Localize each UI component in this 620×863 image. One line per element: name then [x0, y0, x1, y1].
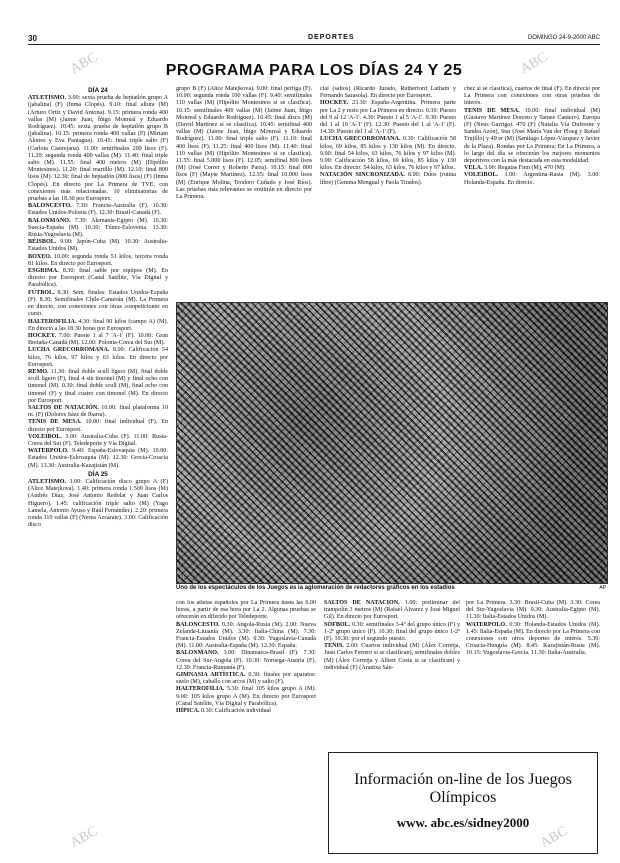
column-2	[176, 86, 312, 300]
edition-date: DOMINGO 24-9-2000 ABC	[527, 35, 600, 41]
schedule-paragraph: TENIS DE MESA. 10.00: final individual (F). En directo por Eurosport.	[28, 419, 168, 433]
sport-name: TENIS DE MESA.	[464, 107, 520, 114]
schedule-paragraph: GIMNASIA ARTÍSTICA. 0.30: finales por aparatos: suelo (M), caballo con arcos (M) y salto (F).	[176, 672, 316, 686]
schedule-paragraph: SALTOS DE NATACIÓN. 1.00: preliminar del trampolín 3 metros (M) (Rafael Álvarez y José Miguel Gil). En directo por Eurosport.	[324, 600, 460, 621]
schedule-paragraph: VELA. 3.00: Regatas Finn (M), 470 (M).	[464, 165, 566, 172]
column-4	[464, 86, 600, 300]
sport-name: SALTOS DE NATACIÓN.	[28, 404, 99, 411]
schedule-paragraph: BALONCESTO. 7.30: Francia-Australia (F). 10.30: Estados Unidos-Polonia (F). 12.30: Brasil-Canadá (F).	[28, 203, 168, 217]
sport-name: TENIS DE MESA.	[28, 419, 82, 426]
schedule-paragraph: ATLETISMO. 1.00: Calificación disco grupo A (F) (Alice Matejkova). 1.40: primera ronda 1.500 lisos (M) (Andrés Díaz, José Antonio Redolat y Juan Carlos Higuero). 1.45: calificación triple salto (M) (Yago Lamela, Antonio Ayuso y Raúl Fernández). 2.20: primera ronda 110 vallas (F) (Nerea Azcárate). 3.00: Calificación disco	[28, 478, 168, 529]
sport-name: BALONCESTO.	[176, 621, 220, 628]
column-7	[466, 600, 600, 748]
schedule-paragraph: SALTOS DE NATACIÓN. 10.00: final plataforma 10 m. (F) (Dolores Sáez de Ibarra).	[28, 404, 168, 419]
sport-name: HALTEROFILIA.	[176, 686, 225, 693]
sport-name: BOXEO.	[28, 253, 52, 260]
schedule-paragraph: HOCKEY. 7.00: Pueste 1 al 7 'A-1' (F). 10.00: Gran Bretaña-Canadá (M). 12.00: Polonia-Corea del Sur (M).	[28, 332, 168, 347]
schedule-paragraph: con los atletas españoles por La Primera hasta las 6.00 horas, a partir de esa hora por La 2. Algunas pruebas se ofrecerán en diferido por Teledeporte.	[176, 600, 316, 621]
column-6	[324, 600, 460, 748]
sport-name: BÉISBOL.	[28, 239, 57, 246]
schedule-paragraph: HALTEROFILIA. 5.30: final 105 kilos grupo A (M). 9.00: 105 kilos grupo A (M). En directo por Eurosport (Canal Satélite, Vía Digital y Parabólica).	[176, 686, 316, 707]
sport-name: WATERPOLO.	[466, 621, 507, 628]
promo-line-2: Olímpicos	[429, 789, 497, 806]
schedule-paragraph: BALONMANO. 7.30: Alemania-Egipto (M). 10.30: Suecia-España (M). 10.30: Túnez-Eslovenia. 13.30: Rusia-Yugoslavia (M).	[28, 217, 168, 239]
schedule-paragraph: ESGRIMA. 8.30: final sable por equipos (M). En directo por Eurosport (Canal Satélite, Vía Digital y Parabólica).	[28, 268, 168, 289]
sport-name: ESGRIMA.	[28, 268, 59, 275]
sport-name: TENIS.	[324, 643, 344, 650]
page-number: 30	[28, 34, 37, 43]
sport-name: VOLEIBOL.	[464, 172, 498, 179]
sport-name: HOCKEY.	[28, 332, 57, 339]
schedule-paragraph: cial (saltos) (Ricardo Jurado, Rutherford Latham y Fernando Sarasola). En directo por Eurosport.	[320, 86, 456, 100]
sport-name: ATLETISMO.	[28, 478, 66, 485]
sport-name: FÚTBOL.	[28, 289, 55, 296]
sport-name: SALTOS DE NATACIÓN.	[324, 600, 400, 606]
sport-name: NATACIÓN SINCRONIZADA.	[320, 172, 405, 179]
sport-name: GIMNASIA ARTÍSTICA.	[176, 672, 246, 679]
schedule-paragraph: BALONMANO. 3.00: Dinamarca-Brasil (F). 7.30: Corea del Sur-Angola (F). 10.30: Noruega-Austria (F). 12.30: Francia-Rumanía (F).	[176, 650, 316, 671]
abc-watermark: ABC	[67, 49, 101, 78]
schedule-paragraph: HOCKEY. 23.30: España-Argentina. Primera parte por La 2 y resto por La Primera en directo. 0.30: Puesto del 9 al 12 'A-1'. 4.30: Puesto 1 al 5 'A-1'. 9.30: Puesto del 1 al 10 'A-1' (F). 12.30: Puesto del 1 al 'A-1' (F). 14.30: Puesto del 1 al 'A-1' (F).	[320, 100, 456, 136]
schedule-paragraph: WATERPOLO. 0.30: Holanda-Estados Unidos (M). 1.45: Italia-España (M). En directo por La Primera con conexiones con otros deportes de interés. 5.30: Croacia-Hungría (M). 8.45: Kazajistán-Rusia (M). 10.15: Yugoslavia-Grecia. 11.30: Italia-Australia.	[466, 621, 600, 657]
day-heading: DÍA 24	[88, 87, 108, 94]
schedule-paragraph: VOLEIBOL. 3.00: Australia-Cuba (F). 11.00: Rusia-Corea del Sur (F). Teledeporte y Vía Digital.	[28, 433, 168, 447]
column-3	[320, 86, 456, 300]
schedule-paragraph: BÉISBOL. 9.00: Japón-Cuba (M). 10.30: Australia-Estados Unidos (M).	[28, 239, 168, 253]
schedule-paragraph: LUCHA GRECORROMANA. 0.30: Calificación 58 kilos, 69 kilos, 85 kilos y 130 kilos (M). En directo. 9.00: final 54 kilos, 63 kilos, 76 kilos y 97 kilos (M). 9.00: Calificación 58 kilos, 69 kilos, 85 kilos y 130 kilos. En directo: 54 kilos, 63 kilos, 76 kilos y 97 kilos.	[320, 136, 456, 172]
photographers-photo	[176, 302, 608, 584]
abc-watermark: ABC	[517, 49, 551, 78]
sport-name: WATERPOLO.	[28, 448, 69, 455]
sport-name: HOCKEY.	[320, 100, 349, 107]
sport-name: LUCHA GRECORROMANA.	[320, 136, 401, 143]
schedule-paragraph: BOXEO. 10.00: segunda ronda 51 kilos, tercera ronda 81 kilos. En directo por Eurosport.	[28, 253, 168, 267]
schedule-paragraph: WATERPOLO. 9.40: España-Eslovaquia (M). 10.00: Estados Unidos-Eslovaquia (M). 12.30: Grecia-Croacia (M). 13.30: Australia-Kazajistán (M).	[28, 448, 168, 469]
abc-watermark: ABC	[537, 823, 571, 852]
sport-name: BALONCESTO.	[28, 203, 72, 210]
sport-name: LUCHA GRECORROMANA.	[28, 347, 110, 354]
schedule-paragraph: grupo B (F) (Alice Matejkova). 9.00: final pértiga (F). 10.00: segunda ronda 100 vallas (F). 9.40: semifinales 110 vallas (M) (Hipólito Montesinos si se clasifica). 10.15: semifinales 400 vallas (M) (Jaime Juan, Íñigo Monreal y Eduardo Rodríguez). 10.45: final disco (M) (David Martínez si se clasifica). 10.45: semifinal 400 vallas (M) (Jaime Juan, Íñigo Monreal y Eduardo Rodríguez). 11.00: final triple salto (F). 11.10: final 400 lisos (F). 11.25: final 400 lisos (M). 11.40: final 110 vallas (M) (Hipólito Montesinos si se clasifica). 11.55: final 5.000 lisos (F). 12.05: semifinal 800 lisos (M) (José Correr y Roberto Parra). 10.15: final 800 lisos (F) (Mayte Martínez). 12.35: final 10.000 lisos (M) (Enrique Molina, Teodoro Cuñado y José Ríos). Las pruebas más relevantes se emitirán en directo por La Primera.	[176, 86, 312, 201]
photo-credit: AP	[599, 585, 606, 591]
promo-url[interactable]: www. abc.es/sidney2000	[396, 815, 530, 830]
schedule-paragraph: SÓFBOL. 0.30: semifinales 3-4º del grupo único (F) y 1-2º grupo único (F). 10.30: final del grupo único 1-2º (F). 10.30: por el segundo puesto.	[324, 621, 460, 643]
schedule-paragraph: ATLETISMO. 3.00: sexta prueba de heptatlón grupo A (jabalina) (F) (Inma Clopés). 9.10: final altura (M) (Arturo Ortiz y David Antona). 9.15: primera ronda 400 vallas (M) (Jaime Juan, Íñigo Monreal y Eduardo Rodríguez). 10.45: sexta prueba de heptatlón grupo B (jabalina). 10.15: primera ronda 400 vallas (F) (Miriam Alonso y Eva Paniagua). 10.45: final triple salto (F) (Carlota Castrejana). 11.00: semifinales 200 lisos (F). 11.20: segunda ronda 400 vallas (M). 11.40: final triple salto (M). 11.55: final 400 metros (M) (Hipólito Montesinos). 11.20: final martillo (M). 12.10: final 800 lisos (M). 12.30: final de heptatlón (800 lisos) (F) (Inma Clopés). En directo por La Primera de TVE, con conexiones más relacionadas. 10 eliminatorias de pruebas a las 18.30 por Eurosport.	[28, 95, 168, 203]
section-title: DEPORTES	[308, 34, 355, 41]
schedule-paragraph: LUCHA GRECORROMANA. 8.00: Calificación 54 kilos, 76 kilos, 97 kilos y 63 kilos. En directo por Eurosport.	[28, 347, 168, 368]
schedule-paragraph: REMO. 11.30: final doble scull ligero (M), final doble scull ligero (F), final 4 sin timonel (M) y final ocho con timonel (M). 0.30: final doble scull (M), final ocho con timonel (F) y final cuatro con timonel (M). En directo por Eurosport.	[28, 368, 168, 404]
sport-name: VELA.	[464, 165, 483, 172]
sport-name: VOLEIBOL.	[28, 433, 62, 440]
schedule-paragraph: chez si se clasifica), cuartos de final (F). En directo por La Primera con conexiones con otras pruebas de interés.	[464, 86, 600, 107]
schedule-paragraph: HALTEROFILIA. 4.30: final 90 kilos (campo A) (M). En directo a las 18.30 horas por Eurosport.	[28, 318, 168, 332]
schedule-paragraph: HÍPICA. 0.30: Calificación individual	[176, 708, 271, 715]
abc-watermark: ABC	[67, 823, 101, 852]
schedule-paragraph: TENIS DE MESA. 10.00: final individual (M) (Gustavo Martínez Doresto y Tamee Cantero). Europa (F) (Neus Garriga). 470 (F) (Natalia Vía Dufresne y Sandra Azón), Star (José María Van der Ploeg y Rafael Trujillo) y 49 er (M) (Santiago López-Vázquez y Javier de la Plaza). Rondas por La Primera; En La Primera, a lo largo del día se ofrecerán los mejores momentos deportivos con la más destacada en esta modalidad.	[464, 107, 600, 165]
column-1	[28, 86, 168, 858]
schedule-paragraph: BALONCESTO. 0.30: Angola-Rusia (M). 2.00: Nueva Zelanda-Lituania (M). 3.30: Italia-China (M). 7.30: Francia-Estados Unidos (M). 9.30: Yugoslavia-Canadá (M). 11.00: Australia-España (M). 12.30: España.	[176, 621, 316, 650]
sport-name: ATLETISMO.	[28, 95, 66, 102]
schedule-paragraph: NATACIÓN SINCRONIZADA. 8.00: Dúos (rutina libre) (Gemma Mengual y Paola Tirados).	[320, 172, 456, 186]
page-title: PROGRAMA PARA LOS DÍAS 24 Y 25	[165, 62, 463, 79]
schedule-paragraph: por La Primera. 3.30: Brasil-Cuba (M). 3.30: Corea del Sur-Yugoslavia (M). 9.30: Australia-Egipto (M). 11.30: Italia-Estados Unidos (M).	[466, 600, 600, 621]
column-5	[176, 600, 316, 858]
sport-name: HÍPICA.	[176, 708, 200, 715]
photo-caption: Uno de los espectáculos de los Juegos es la aglomeración de redactores gráficos en los estadios	[176, 585, 455, 591]
promo-line-1: Información on-line de los Juegos	[354, 771, 572, 788]
sport-name: BALONMANO.	[28, 217, 71, 224]
sport-name: HALTEROFILIA.	[28, 318, 77, 325]
day-heading: DÍA 25	[88, 470, 108, 478]
sport-name: BALONMANO.	[176, 650, 219, 657]
schedule-paragraph: TENIS. 2.00: Cuartos individual (M) (Álex Corretja, Juan Carlos Ferrero si se clasifican), semifinales dobles (M) (Álex Corretja y Albert Costa si se clasifican) y individual (F) (Arantxa Sán-	[324, 643, 460, 671]
schedule-paragraph: VOLEIBOL. 1.00: Argentina-Rusia (M). 3.00: Holanda-España. En directo.	[464, 172, 600, 186]
schedule-paragraph: FÚTBOL. 8.30: Sem. finales: Estados Unidos-España (F). 8.30: Semifinales Chile-Camerún (M). La Primera en directo, con conexiones con otras competiciones en curso.	[28, 289, 168, 318]
sport-name: SÓFBOL.	[324, 621, 351, 628]
page-header	[28, 34, 600, 45]
sport-name: REMO.	[28, 368, 49, 375]
